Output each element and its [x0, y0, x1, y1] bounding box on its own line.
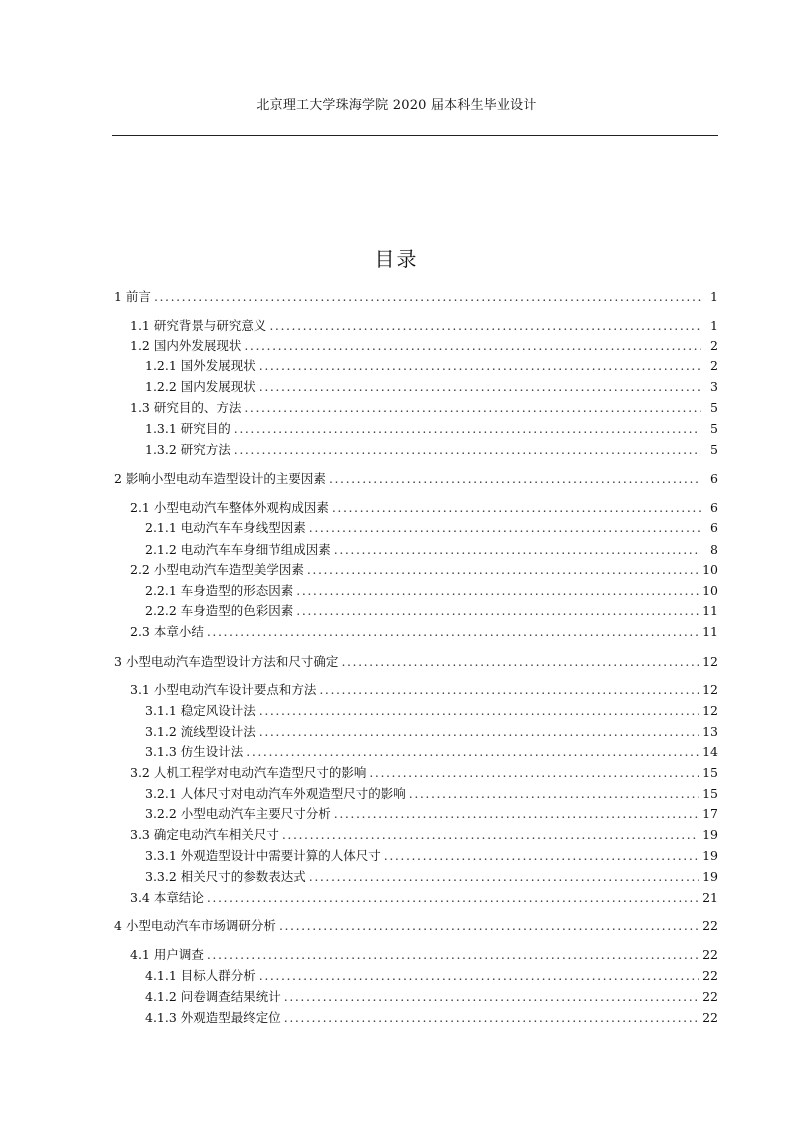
toc-entry-label: 3.3.2 相关尺寸的参数表达式: [145, 869, 306, 884]
toc-entry-1-2[interactable]: [130, 338, 718, 354]
toc-entry-2-1-2[interactable]: [145, 542, 718, 558]
dot-leader: [154, 289, 701, 305]
toc-entry-label: 1.3.1 研究目的: [145, 421, 231, 436]
dot-leader: [409, 786, 699, 802]
toc-entry-label: 3.2.1 人体尺寸对电动汽车外观造型尺寸的影响: [145, 786, 406, 801]
toc-entry-2-1-1[interactable]: [145, 520, 718, 536]
toc-entry-page: 15: [702, 765, 718, 780]
toc-entry-3-3[interactable]: [130, 827, 718, 843]
toc-entry-page: 19: [702, 827, 718, 842]
dot-leader: [234, 442, 701, 458]
toc-entry-label: 4.1.3 外观造型最终定位: [145, 1010, 281, 1025]
toc-entry-label: 2.3 本章小结: [130, 624, 204, 639]
toc-entry-page: 14: [702, 744, 718, 759]
dot-leader: [284, 989, 699, 1005]
toc-entry-label: 2.2 小型电动汽车造型美学因素: [130, 562, 304, 577]
toc-entry-page: 2: [710, 338, 718, 353]
toc-entry-page: 8: [710, 542, 718, 557]
dot-leader: [309, 869, 699, 885]
toc-entry-3-1-3[interactable]: [145, 744, 718, 760]
toc-entry-3-3-1[interactable]: [145, 848, 718, 864]
toc-entry-1-2-2[interactable]: [145, 379, 718, 395]
toc-entry-label: 3.2.2 小型电动汽车主要尺寸分析: [145, 806, 331, 821]
dot-leader: [244, 400, 701, 416]
toc-entry-label: 3.1.2 流线型设计法: [145, 724, 256, 739]
toc-entry-3-2[interactable]: [130, 765, 718, 781]
toc-entry-page: 22: [702, 1010, 718, 1025]
toc-entry-label: 4.1.1 目标人群分析: [145, 968, 256, 983]
toc-entry-1-3-1[interactable]: [145, 421, 718, 437]
toc-entry-1-3[interactable]: [130, 400, 718, 416]
dot-leader: [259, 358, 701, 374]
toc-entry-page: 6: [710, 520, 718, 535]
dot-leader: [259, 703, 699, 719]
toc-entry-3-1-1[interactable]: [145, 703, 718, 719]
toc-entry-2-2-2[interactable]: [145, 603, 718, 619]
dot-leader: [259, 968, 699, 984]
dot-leader: [334, 542, 701, 558]
running-header: 北京理工大学珠海学院 2020 届本科生毕业设计: [256, 98, 537, 113]
toc-entry-page: 2: [710, 358, 718, 373]
dot-leader: [296, 603, 699, 619]
toc-title: 目录: [374, 247, 419, 271]
toc-entry-2-3[interactable]: [130, 624, 718, 640]
toc-entry-3-2-2[interactable]: [145, 806, 718, 822]
toc-entry-label: 2.1.2 电动汽车车身细节组成因素: [145, 542, 331, 557]
toc-entry-1-2-1[interactable]: [145, 358, 718, 374]
toc-entry-page: 1: [710, 289, 718, 304]
toc-entry-label: 1.3 研究目的、方法: [130, 400, 242, 415]
toc-entry-page: 11: [702, 624, 718, 639]
toc-entry-label: 2.1.1 电动汽车车身线型因素: [145, 520, 306, 535]
toc-entry-page: 6: [710, 471, 718, 486]
dot-leader: [246, 744, 699, 760]
toc-entry-page: 22: [702, 947, 718, 962]
toc-entry-2-1[interactable]: [130, 500, 718, 516]
toc-entry-label: 3.2 人机工程学对电动汽车造型尺寸的影响: [130, 765, 367, 780]
dot-leader: [284, 1010, 699, 1026]
toc-entry-label: 4.1.2 问卷调查结果统计: [145, 989, 281, 1004]
toc-entry-label: 3.1.3 仿生设计法: [145, 744, 244, 759]
toc-entry-page: 6: [710, 500, 718, 515]
toc-entry-page: 12: [702, 654, 718, 669]
dot-leader: [384, 848, 699, 864]
dot-leader: [207, 624, 699, 640]
toc-entry-1-3-2[interactable]: [145, 442, 718, 458]
toc-entry-page: 19: [702, 869, 718, 884]
toc-entry-page: 1: [710, 318, 718, 333]
dot-leader: [259, 379, 701, 395]
dot-leader: [259, 724, 699, 740]
toc-entry-label: 3.3 确定电动汽车相关尺寸: [130, 827, 279, 842]
toc-entry-4-1[interactable]: [130, 947, 718, 963]
dot-leader: [234, 421, 701, 437]
toc-entry-label: 1 前言: [114, 289, 151, 304]
toc-entry-page: 13: [702, 724, 718, 739]
toc-entry-label: 2.1 小型电动汽车整体外观构成因素: [130, 500, 329, 515]
toc-entry-page: 10: [702, 583, 718, 598]
dot-leader: [296, 583, 699, 599]
toc-entry-page: 3: [710, 379, 718, 394]
toc-entry-2-2[interactable]: [130, 562, 718, 578]
toc-entry-label: 3.4 本章结论: [130, 890, 204, 905]
toc-entry-1-1[interactable]: [130, 318, 718, 334]
toc-entry-page: 22: [702, 989, 718, 1004]
toc-entry-3-1[interactable]: [130, 682, 718, 698]
toc-entry-4-1-2[interactable]: [145, 989, 718, 1005]
toc-entry-3-1-2[interactable]: [145, 724, 718, 740]
dot-leader: [282, 827, 699, 843]
toc-entry-page: 5: [710, 400, 718, 415]
dot-leader: [334, 806, 699, 822]
dot-leader: [329, 471, 701, 487]
dot-leader: [279, 918, 699, 934]
dot-leader: [269, 318, 701, 334]
toc-entry-label: 3 小型电动汽车造型设计方法和尺寸确定: [114, 654, 339, 669]
toc-entry-4[interactable]: [114, 918, 718, 934]
toc-entry-page: 5: [710, 442, 718, 457]
dot-leader: [332, 500, 701, 516]
toc-entry-label: 1.2.1 国外发展现状: [145, 358, 256, 373]
toc-entry-label: 2 影响小型电动车造型设计的主要因素: [114, 471, 326, 486]
toc-entry-label: 1.2.2 国内发展现状: [145, 379, 256, 394]
toc-entry-page: 11: [702, 603, 718, 618]
toc-entry-page: 19: [702, 848, 718, 863]
toc-entry-page: 5: [710, 421, 718, 436]
toc-entry-page: 12: [702, 703, 718, 718]
toc-entry-page: 21: [702, 890, 718, 905]
toc-entry-4-1-1[interactable]: [145, 968, 718, 984]
toc-entry-page: 17: [702, 806, 718, 821]
toc-entry-page: 15: [702, 786, 718, 801]
toc-entry-page: 22: [702, 968, 718, 983]
dot-leader: [244, 338, 701, 354]
toc-entry-2-2-1[interactable]: [145, 583, 718, 599]
dot-leader: [369, 765, 699, 781]
toc-entry-label: 4.1 用户调查: [130, 947, 204, 962]
toc-entry-label: 1.3.2 研究方法: [145, 442, 231, 457]
toc-entry-label: 3.1.1 稳定风设计法: [145, 703, 256, 718]
toc-entry-label: 3.3.1 外观造型设计中需要计算的人体尺寸: [145, 848, 381, 863]
toc-entry-page: 12: [702, 682, 718, 697]
toc-entry-3-4[interactable]: [130, 890, 718, 906]
dot-leader: [319, 682, 699, 698]
toc-entry-label: 2.2.1 车身造型的形态因素: [145, 583, 294, 598]
dot-leader: [207, 890, 699, 906]
dot-leader: [307, 562, 699, 578]
toc-entry-page: 10: [702, 562, 718, 577]
toc-entry-label: 1.1 研究背景与研究意义: [130, 318, 267, 333]
toc-entry-label: 2.2.2 车身造型的色彩因素: [145, 603, 294, 618]
toc-entry-label: 1.2 国内外发展现状: [130, 338, 242, 353]
toc-entry-1[interactable]: [114, 289, 718, 305]
toc-entry-3-2-1[interactable]: [145, 786, 718, 802]
toc-entry-2[interactable]: [114, 471, 718, 487]
toc-entry-label: 3.1 小型电动汽车设计要点和方法: [130, 682, 317, 697]
toc-entry-4-1-3[interactable]: [145, 1010, 718, 1026]
dot-leader: [207, 947, 699, 963]
toc-entry-page: 22: [702, 918, 718, 933]
toc-entry-label: 4 小型电动汽车市场调研分析: [114, 918, 276, 933]
dot-leader: [309, 520, 701, 536]
toc-entry-3-3-2[interactable]: [145, 869, 718, 885]
toc-entry-3[interactable]: [114, 654, 718, 670]
dot-leader: [341, 654, 699, 670]
